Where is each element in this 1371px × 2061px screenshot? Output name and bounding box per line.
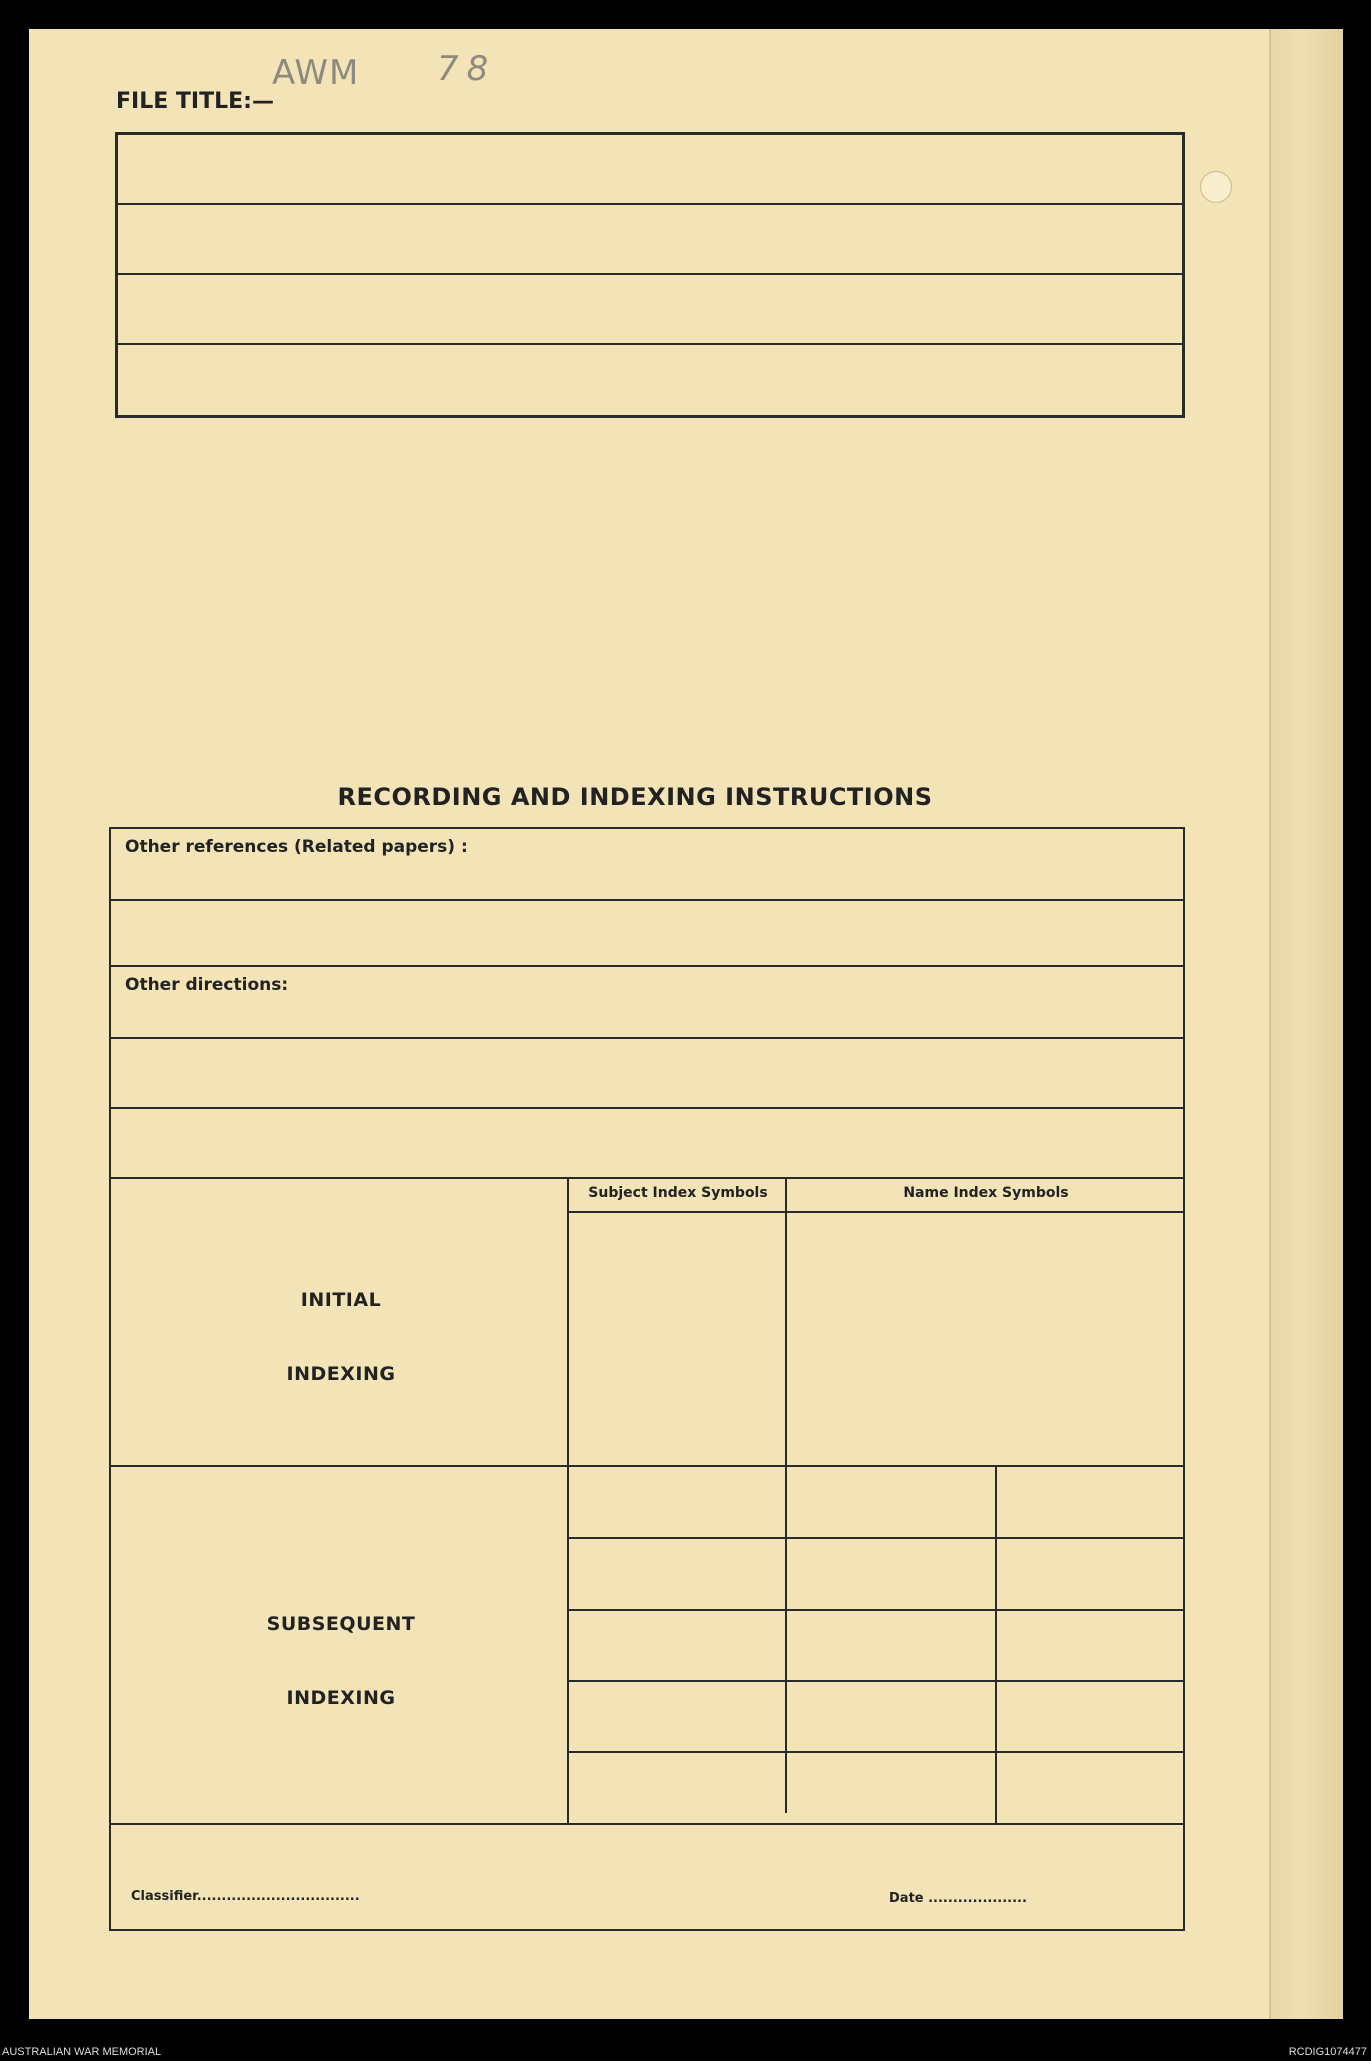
form-line [111,1107,1183,1109]
caption-right: RCDIG1074477 [1288,2046,1367,2058]
form-line [111,1037,1183,1039]
column-divider [785,1177,787,1813]
grid-line [567,1537,1183,1539]
subsequent-indexing-label: INDEXING [286,1687,396,1709]
date-field: Date .................... [889,1891,1027,1906]
subsequent-label: SUBSEQUENT [266,1613,416,1635]
name-index-header: Name Index Symbols [903,1185,1069,1201]
grid-line [567,1680,1183,1682]
punch-hole [1200,171,1232,203]
indexing-form [109,827,1185,1931]
binding-strip [1269,29,1343,2019]
initial-label: INITIAL [300,1289,382,1311]
form-line [111,1465,1183,1467]
file-title-box [115,132,1185,418]
initial-indexing-label: INDEXING [286,1363,396,1385]
column-divider [567,1465,569,1823]
form-line [111,965,1183,967]
title-line [118,273,1182,275]
document-page [29,29,1341,2019]
title-line [118,343,1182,345]
header-underline [567,1211,1183,1213]
title-line [118,203,1182,205]
series-number-stamp: 78 [437,49,497,89]
form-line [111,899,1183,901]
grid-line [567,1751,1183,1753]
classifier-field: Classifier................................. [131,1889,360,1904]
form-line [111,1823,1183,1825]
column-divider [567,1177,569,1465]
file-title-label: FILE TITLE:— [116,89,274,114]
other-references-label: Other references (Related papers) : [125,837,468,857]
form-line [111,1177,1183,1179]
section-heading: RECORDING AND INDEXING INSTRUCTIONS [337,783,933,811]
column-divider [995,1465,997,1823]
grid-line [567,1609,1183,1611]
other-directions-label: Other directions: [125,975,289,995]
caption-left: AUSTRALIAN WAR MEMORIAL [2,2046,162,2058]
subject-index-header: Subject Index Symbols [588,1185,768,1201]
awm-stamp: AWM [272,53,360,93]
